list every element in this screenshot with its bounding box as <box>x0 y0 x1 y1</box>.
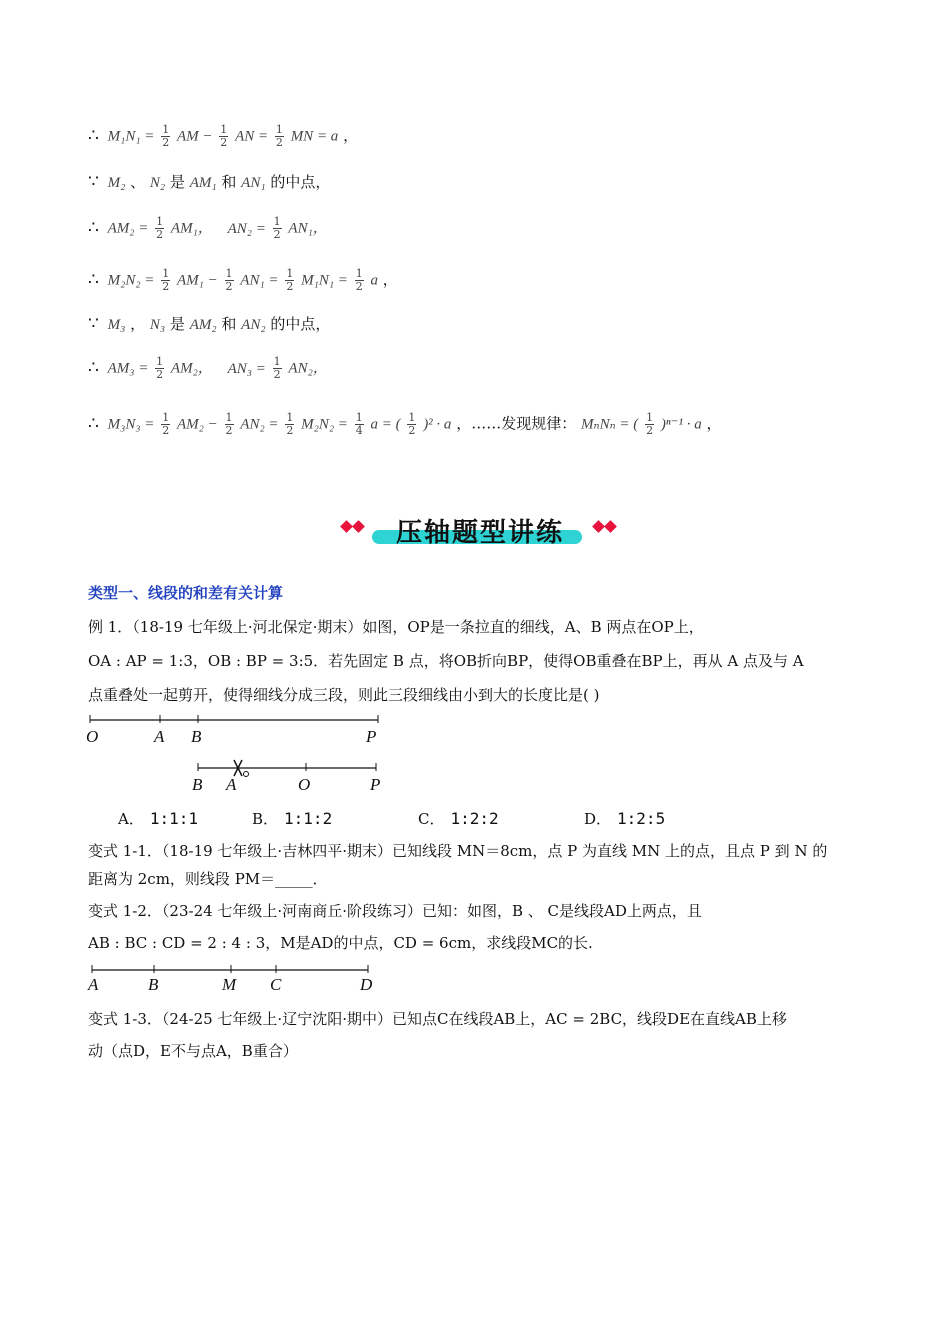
fig2-label-o: O <box>298 775 311 794</box>
variant3-line-1: 变式 1-3．（24-25 七年级上·辽宁沈阳·期中）已知点C在线段AB上，AC = 2BC，线段DE在直线AB上移 <box>88 1010 787 1028</box>
example1-figure-2 <box>186 756 386 796</box>
example1-line-3: 点重叠处一起剪开，使得细线分成三段，则此三段细线由小到大的长度比是( ) <box>88 686 600 704</box>
option-b[interactable]: B． 1:1:2 <box>252 809 333 828</box>
solution-line-3: ∴ AM₂ = $\frac{1}{2}$ AM₁， AN₂ = $\frac{1}{2}$ AN₁， <box>88 215 328 241</box>
fig1-label-b: B <box>191 727 202 746</box>
option-d[interactable]: D． 1:2:5 <box>584 809 666 828</box>
option-c[interactable]: C． 1:2:2 <box>418 809 499 828</box>
variant1-line-2: 距离为 2cm，则线段 PM＝_____． <box>88 870 328 888</box>
solution-line-2: ∵ M₂ 、 N₂ 是 AM₁ 和 AN₁ 的中点， <box>88 172 331 192</box>
option-a[interactable]: A． 1:1:1 <box>118 809 199 828</box>
solution-line-1: ∴ M₁N₁ = $\frac{1}{2}$ AM − $\frac{1}{2}$ AN = $\frac{1}{2}$ MN = a ， <box>88 123 359 149</box>
fig1-label-o: O <box>86 727 99 746</box>
fig3-label-d: D <box>360 975 373 994</box>
banner-title: 压轴题型讲练 <box>395 518 564 548</box>
example1-line-1: 例 1．（18-19 七年级上·河北保定·期末）如图，OP是一条拉直的细线，A、B 两点在OP上， <box>88 618 704 636</box>
because-symbol: ∵ <box>88 172 99 192</box>
section-heading: 类型一、线段的和差有关计算 <box>88 584 284 602</box>
variant2-line-2: AB : BC : CD = 2 : 4 : 3，M是AD的中点，CD = 6cm，求线段MC的长. <box>88 934 593 952</box>
solution-line-6: ∴ AM₃ = $\frac{1}{2}$ AM₂， AN₃ = $\frac{1}{2}$ AN₂， <box>88 355 328 381</box>
fig1-label-p: P <box>366 727 377 746</box>
solution-line-4: ∴ M₂N₂ = $\frac{1}{2}$ AM₁ − $\frac{1}{2}$ AN₁ = $\frac{1}{2}$ M₁N₁ = $\frac{1}{2}$ a ， <box>88 267 398 293</box>
fig1-label-a: A <box>154 727 165 746</box>
solution-line-5: ∵ M₃ ， N₃ 是 AM₂ 和 AN₂ 的中点， <box>88 314 331 334</box>
fig3-label-m: M <box>222 975 237 994</box>
fig2-label-p: P <box>370 775 381 794</box>
variant1-line-1: 变式 1-1．（18-19 七年级上·吉林四平·期末）已知线段 MN＝8cm，点 P 为直线 MN 上的点，且点 P 到 N 的 <box>88 842 828 860</box>
example1-figure-1 <box>86 710 386 750</box>
solution-line-7: ∴ M₃N₃ = $\frac{1}{2}$ AM₂ − $\frac{1}{2}$ AN₂ = $\frac{1}{2}$ M₂N₂ = $\frac{1}{4}$ a = ( $\frac{1}{2}$ )² · a ，……发现规律： MₙNₙ = ( $\frac{1}{2}$ )ⁿ⁻¹ · a ， <box>88 411 722 437</box>
variant2-figure <box>86 962 386 996</box>
fig3-label-c: C <box>270 975 282 994</box>
fig3-label-b: B <box>148 975 159 994</box>
therefore-symbol: ∴ <box>88 125 99 146</box>
fig3-label-a: A <box>88 975 99 994</box>
example1-line-2: OA : AP = 1:3，OB : BP = 3:5．若先固定 B 点，将OB折向BP，使得OB重叠在BP上，再从 A 点及与 A <box>88 652 804 670</box>
variant3-line-2: 动（点D，E不与点A，B重合） <box>88 1042 298 1060</box>
fig2-label-a: A <box>226 775 237 794</box>
section-banner <box>340 508 620 548</box>
fig2-label-b: B <box>192 775 203 794</box>
variant2-line-1: 变式 1-2．（23-24 七年级上·河南商丘·阶段练习）已知：如图，B 、 C是线段AD上两点，且 <box>88 902 702 920</box>
